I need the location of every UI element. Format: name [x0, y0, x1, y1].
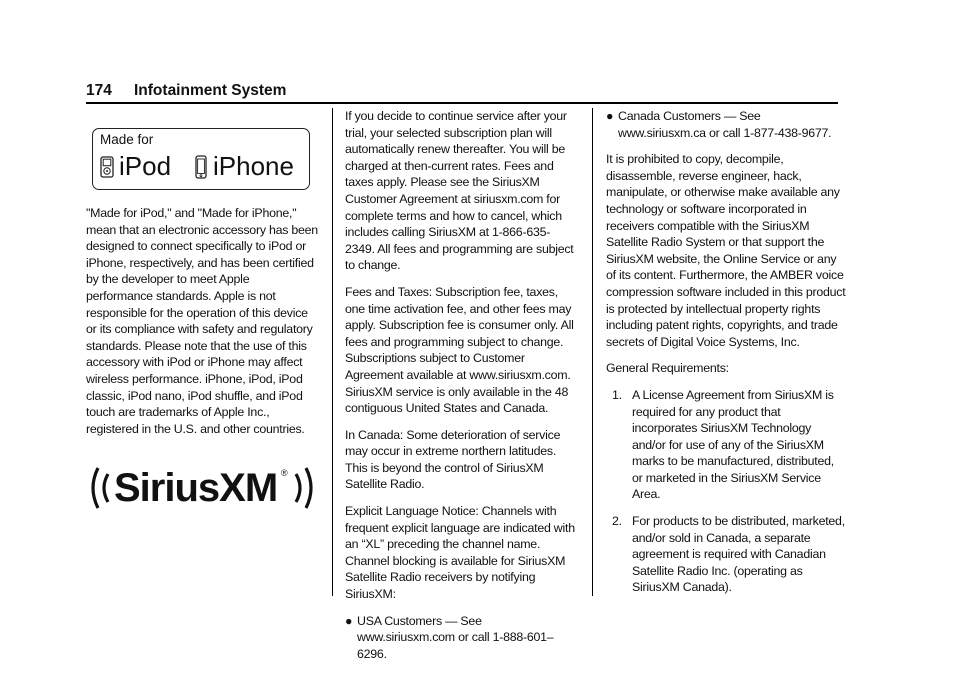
page-number: 174 [86, 82, 112, 99]
iphone-icon [195, 155, 207, 179]
header-rule [86, 102, 838, 104]
item-number: 1. [612, 387, 622, 402]
item-number: 2. [612, 514, 622, 529]
renewal-paragraph: If you decide to continue service after your trial, your selected subscription plan will automatically renew thereafter. You will be charged at then-current rates. Fees and taxes apply. Please see the SiriusXM Customer Agreement at siriusxm.com for complete terms and how to cancel, which includes calling SiriusXM at 1-866-635-2349. All fees and programming are subject to change. [345, 109, 574, 273]
list-item [606, 513, 846, 596]
page-header [86, 82, 838, 106]
column-divider [592, 108, 593, 596]
general-requirements-label: General Requirements: [606, 361, 729, 376]
siriusxm-logo [86, 462, 322, 518]
list-item [606, 108, 846, 141]
list-item [606, 387, 846, 503]
requirement-text: For products to be distributed, marketed, and/or sold in Canada, a separate agreement is required with Canadian Satellite Radio Inc. (operating as SiriusXM Canada). [632, 514, 845, 595]
apple-disclaimer-paragraph: "Made for iPod," and "Made for iPhone," mean that an electronic accessory has been designed to connect specifically to iPod or iPhone, respectively, and has been certified by the developer to meet Apple performance standards. Apple is not responsible for the operation of this device or its compliance with safety and regulatory standards. Please note that the use of this accessory with iPod or iPhone may affect wireless performance. iPhone, iPod, iPod classic, iPod nano, iPod shuffle, and iPod touch are trademarks of Apple Inc., registered in the U.S. and other countries. [86, 206, 318, 436]
fees-taxes-paragraph: Fees and Taxes: Subscription fee, taxes, one time activation fee, and other fees may apply. Subscription fee is consumer only. All fees and programming subject to change. Subscriptions subject to Customer Agreement available at www.siriusxm.com. SiriusXM service is only available in the 48 contiguous United States and Canada. [345, 284, 574, 416]
explicit-language-paragraph: Explicit Language Notice: Channels with frequent explicit language are indicated with an “XL” preceding the channel name. Channel blocking is available for SiriusXM Satellite Radio receivers by notifying SiriusXM: [345, 504, 575, 602]
column-divider [332, 108, 333, 596]
ipod-icon [100, 156, 114, 178]
bullet-icon: ● [606, 109, 614, 123]
canada-paragraph: In Canada: Some deterioration of service may occur in extreme northern latitudes. This is beyond the control of SiriusXM Satellite Radio. [345, 427, 561, 492]
section-title: Infotainment System [134, 82, 287, 99]
siriusxm-wordmark: SiriusXM [114, 466, 278, 510]
column-3 [606, 108, 846, 606]
list-item [345, 613, 577, 663]
bullet-icon: ● [345, 613, 353, 628]
canada-customers-text: Canada Customers — See www.siriusxm.ca or call 1-877-438-9677. [618, 109, 832, 140]
iphone-label: iPhone [213, 151, 294, 181]
broadcast-waves-right-icon [290, 462, 318, 514]
column-1 [86, 205, 318, 447]
requirement-text: A License Agreement from SiriusXM is required for any product that incorporates SiriusXM Technology and/or for use of any of the SiriusXM marks to be manufactured, distributed, or marketed in the SiriusXM Service Area. [632, 387, 834, 502]
registered-mark: ® [281, 468, 288, 478]
ipod-label: iPod [119, 151, 172, 181]
made-for-ipod-iphone-logo [92, 128, 310, 190]
made-for-label: Made for [100, 132, 154, 147]
broadcast-waves-left-icon [86, 462, 114, 514]
prohibition-paragraph: It is prohibited to copy, decompile, disassemble, reverse engineer, hack, manipulate, or otherwise make available any technology or software incorporated in receivers compatible with the SiriusXM Satellite Radio System or that support the SiriusXM website, the Online Service or any of its content. Furthermore, the AMBER voice compression software included in this product is protected by intellectual property rights including patent rights, copyrights, and trade secrets of Digital Voice Systems, Inc. [606, 152, 846, 349]
column-2 [345, 108, 577, 672]
usa-customers-text: USA Customers — See www.siriusxm.com or call 1-888-601–6296. [357, 613, 554, 661]
